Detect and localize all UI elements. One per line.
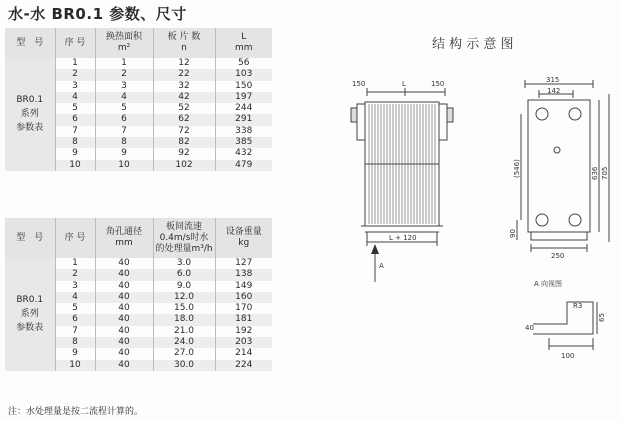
dim-250: 250 [551, 252, 565, 260]
table-cell: 7 [55, 326, 95, 337]
table-row [5, 258, 272, 269]
dim-315: 315 [546, 76, 560, 84]
table-cell: 12 [153, 58, 215, 69]
dim-150-right: 150 [431, 80, 445, 88]
table-cell: 102 [153, 160, 215, 171]
table-cell: 40 [95, 303, 153, 314]
col-header-length: L mm [215, 28, 272, 58]
table-cell: 203 [215, 337, 272, 348]
col-header-model: 型 号 [16, 37, 44, 48]
footnote: 注：水处理量是按二流程计算的。 [8, 407, 144, 417]
table-cell: 150 [215, 81, 272, 92]
table-cell: 40 [95, 326, 153, 337]
table-cell: 3 [55, 281, 95, 292]
table-cell: 40 [95, 337, 153, 348]
table-cell: 62 [153, 114, 215, 125]
table-cell: 479 [215, 160, 272, 171]
table-cell: 42 [153, 92, 215, 103]
table-cell: 52 [153, 103, 215, 114]
table-cell: 1 [95, 58, 153, 69]
table-cell: 40 [95, 269, 153, 280]
table-cell: 3 [95, 81, 153, 92]
table-cell: 170 [215, 303, 272, 314]
table-cell: 40 [95, 258, 153, 269]
dim-705: 705 [601, 166, 609, 180]
col-header-area: 换热面积 m² [95, 28, 153, 58]
arrow-label-a: A [379, 262, 384, 270]
table-cell: 8 [95, 137, 153, 148]
table-cell: 40 [95, 281, 153, 292]
table-cell: 2 [95, 69, 153, 80]
table-cell: 138 [215, 269, 272, 280]
table-cell: 9 [55, 348, 95, 359]
table-row [5, 58, 272, 69]
dim-90: 90 [509, 229, 517, 238]
table-cell: 40 [95, 360, 153, 371]
a-view-detail [533, 302, 597, 350]
col-header-weight: 设备重量 kg [215, 218, 272, 258]
table-cell: 8 [55, 137, 95, 148]
arrow-a-icon [371, 244, 379, 254]
table-cell: 2 [55, 269, 95, 280]
table-cell: 9 [95, 148, 153, 159]
dim-100: 100 [561, 352, 575, 360]
table-cell: 5 [55, 103, 95, 114]
col-header-model: 型 号 [16, 232, 44, 243]
spec-table-area [5, 28, 272, 171]
dim-142: 142 [547, 87, 561, 95]
table-cell: 22 [153, 69, 215, 80]
table-cell: 224 [215, 360, 272, 371]
dim-546: (546) [513, 159, 521, 178]
col-header-plates: 板 片 数 n [153, 28, 215, 58]
table-cell: 56 [215, 58, 272, 69]
table-cell: 6 [55, 114, 95, 125]
table-cell: 7 [95, 126, 153, 137]
table-cell: 181 [215, 314, 272, 325]
col-header-index: 序 号 [55, 218, 95, 258]
table-cell: 12.0 [153, 292, 215, 303]
table-cell: 1 [55, 258, 95, 269]
diagram-title: 结 构 示 意 图 [432, 37, 514, 52]
dim-150-left: 150 [352, 80, 366, 88]
col-header-flow: 板间流速 0.4m/s时水 的处理量m³/h [153, 218, 215, 258]
dim-636: 636 [591, 166, 599, 180]
table-cell: 6 [95, 114, 153, 125]
table-cell: 8 [55, 337, 95, 348]
group-label: BR0.1 系列 参数表 [5, 58, 55, 171]
dim-r3: R3 [573, 302, 583, 310]
table-cell: 32 [153, 81, 215, 92]
structure-diagram [335, 20, 621, 420]
table-cell: 244 [215, 103, 272, 114]
table-cell: 24.0 [153, 337, 215, 348]
table-cell: 72 [153, 126, 215, 137]
table-cell: 27.0 [153, 348, 215, 359]
table-cell: 5 [55, 303, 95, 314]
table-cell: 4 [95, 92, 153, 103]
table-cell: 9 [55, 148, 95, 159]
table-cell: 6 [55, 314, 95, 325]
table-cell: 7 [55, 126, 95, 137]
table-cell: 1 [55, 58, 95, 69]
table-cell: 4 [55, 92, 95, 103]
dim-l: L [402, 80, 406, 88]
table-cell: 40 [95, 292, 153, 303]
table-cell: 6.0 [153, 269, 215, 280]
table-cell: 3.0 [153, 258, 215, 269]
table-cell: 160 [215, 292, 272, 303]
table-cell: 15.0 [153, 303, 215, 314]
dim-l-plus-120: L + 120 [389, 234, 417, 242]
table-cell: 127 [215, 258, 272, 269]
view-label: A 向视图 [534, 280, 563, 288]
table-cell: 92 [153, 148, 215, 159]
table-cell: 21.0 [153, 326, 215, 337]
table-cell: 30.0 [153, 360, 215, 371]
col-header-index: 序 号 [55, 28, 95, 58]
dim-40: 40 [525, 324, 534, 332]
spec-table-flow [5, 218, 272, 371]
col-header-port-diameter: 角孔通径 mm [95, 218, 153, 258]
table-cell: 40 [95, 314, 153, 325]
table-cell: 103 [215, 69, 272, 80]
table-cell: 40 [95, 348, 153, 359]
table-cell: 10 [55, 160, 95, 171]
table-cell: 432 [215, 148, 272, 159]
table-cell: 385 [215, 137, 272, 148]
table-cell: 4 [55, 292, 95, 303]
table-cell: 5 [95, 103, 153, 114]
table-cell: 10 [95, 160, 153, 171]
table-cell: 149 [215, 281, 272, 292]
table-cell: 338 [215, 126, 272, 137]
table-cell: 197 [215, 92, 272, 103]
table-cell: 10 [55, 360, 95, 371]
table-cell: 2 [55, 69, 95, 80]
page-title: 水-水 BR0.1 参数、尺寸 [8, 5, 187, 23]
front-view [517, 80, 609, 252]
table-cell: 82 [153, 137, 215, 148]
table-cell: 18.0 [153, 314, 215, 325]
table-cell: 291 [215, 114, 272, 125]
group-label: BR0.1 系列 参数表 [5, 258, 55, 371]
table-cell: 214 [215, 348, 272, 359]
table-cell: 9.0 [153, 281, 215, 292]
table-cell: 3 [55, 81, 95, 92]
dim-65: 65 [598, 313, 606, 322]
table-cell: 192 [215, 326, 272, 337]
